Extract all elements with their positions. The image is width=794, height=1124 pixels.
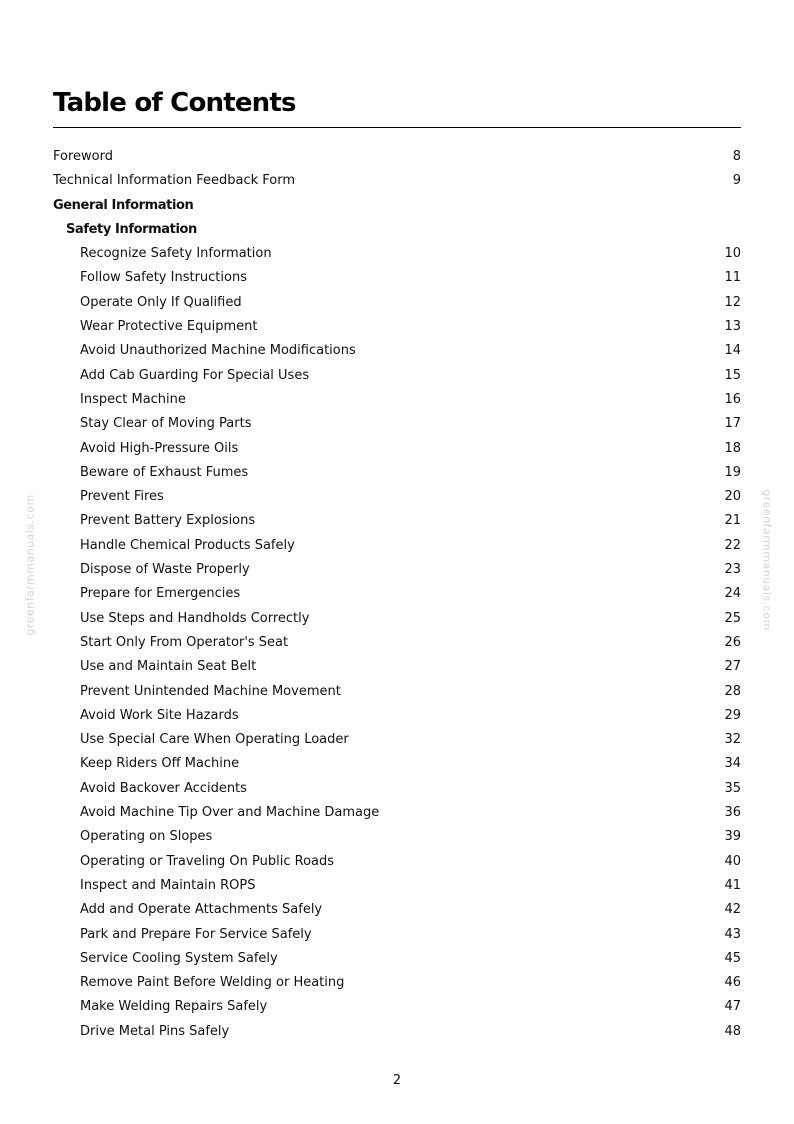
toc-entry-page: 16	[724, 391, 741, 407]
toc-entry[interactable]	[53, 437, 741, 461]
toc-entry[interactable]	[53, 485, 741, 509]
toc-entry[interactable]	[53, 898, 741, 922]
toc-entry[interactable]	[53, 923, 741, 947]
toc-entry[interactable]	[53, 145, 741, 169]
toc-entry-page: 43	[724, 926, 741, 942]
toc-entry[interactable]	[53, 1020, 741, 1044]
toc-entry-page: 45	[724, 950, 741, 966]
toc-entry-label: Make Welding Repairs Safely	[80, 999, 268, 1015]
toc-entry-label: Operating on Slopes	[80, 829, 213, 845]
toc-entry[interactable]	[53, 777, 741, 801]
toc-entry-label: Prevent Unintended Machine Movement	[80, 683, 341, 699]
toc-entry-page: 28	[724, 683, 741, 699]
toc-entry-label: Avoid Work Site Hazards	[80, 707, 239, 723]
toc-entry-page: 10	[724, 246, 741, 262]
table-of-contents	[53, 145, 741, 1044]
toc-entry-label: Start Only From Operator's Seat	[80, 634, 289, 650]
toc-entry[interactable]	[53, 874, 741, 898]
toc-entry-page: 35	[724, 780, 741, 796]
toc-entry[interactable]	[53, 534, 741, 558]
toc-entry[interactable]	[53, 582, 741, 606]
toc-subsection-heading[interactable]	[53, 218, 741, 242]
toc-entry[interactable]	[53, 364, 741, 388]
toc-entry[interactable]	[53, 655, 741, 679]
toc-section-label: General Information	[53, 197, 194, 213]
toc-entry-label: Operate Only If Qualified	[80, 294, 242, 310]
toc-entry-label: Add Cab Guarding For Special Uses	[80, 367, 310, 383]
toc-entry-label: Follow Safety Instructions	[80, 270, 247, 286]
toc-entry-label: Stay Clear of Moving Parts	[80, 416, 252, 432]
watermark-left: greenfarmmanuals.com	[23, 494, 37, 636]
toc-entry-page: 11	[724, 270, 741, 286]
toc-entry[interactable]	[53, 315, 741, 339]
toc-entry-label: Avoid Machine Tip Over and Machine Damage	[80, 805, 380, 821]
toc-entry-page: 12	[724, 294, 741, 310]
toc-entry-label: Technical Information Feedback Form	[53, 173, 295, 189]
toc-entry-page: 20	[724, 489, 741, 505]
toc-entry-page: 8	[732, 149, 741, 164]
toc-entry-label: Use and Maintain Seat Belt	[80, 659, 257, 675]
toc-entry-page: 14	[724, 343, 741, 359]
toc-entry-label: Dispose of Waste Properly	[80, 562, 250, 578]
toc-entry-page: 36	[724, 805, 741, 821]
toc-entry[interactable]	[53, 388, 741, 412]
toc-entry-label: Prevent Fires	[80, 489, 164, 505]
toc-entry-label: Inspect Machine	[80, 391, 186, 407]
toc-entry[interactable]	[53, 558, 741, 582]
toc-entry-page: 27	[724, 659, 741, 675]
toc-entry-page: 13	[724, 319, 741, 335]
toc-entry-page: 47	[724, 999, 741, 1015]
toc-entry-label: Drive Metal Pins Safely	[80, 1023, 230, 1039]
toc-entry-label: Park and Prepare For Service Safely	[80, 926, 312, 942]
toc-entry-page: 17	[724, 416, 741, 432]
toc-entry-page: 9	[732, 173, 741, 189]
toc-entry[interactable]	[53, 801, 741, 825]
toc-entry[interactable]	[53, 971, 741, 995]
toc-entry-page: 21	[724, 513, 741, 529]
toc-entry-label: Avoid Backover Accidents	[80, 780, 247, 796]
toc-entry[interactable]	[53, 850, 741, 874]
toc-entry[interactable]	[53, 291, 741, 315]
toc-entry[interactable]	[53, 266, 741, 290]
toc-entry-label: Service Cooling System Safely	[80, 950, 278, 966]
toc-entry[interactable]	[53, 412, 741, 436]
toc-entry-label: Handle Chemical Products Safely	[80, 537, 295, 553]
toc-entry[interactable]	[53, 631, 741, 655]
title-divider	[53, 127, 741, 128]
toc-entry-page: 26	[724, 634, 741, 650]
toc-entry-page: 29	[724, 707, 741, 723]
watermark-right: greenfarmmanuals.com	[760, 489, 774, 631]
toc-entry-label: Avoid Unauthorized Machine Modifications	[80, 343, 356, 359]
toc-entry-page: 42	[724, 902, 741, 918]
toc-subsection-label: Safety Information	[66, 221, 197, 237]
toc-entry-page: 25	[724, 610, 741, 626]
toc-entry-label: Keep Riders Off Machine	[80, 756, 240, 772]
toc-entry-label: Avoid High-Pressure Oils	[80, 440, 239, 456]
toc-entry-page: 41	[724, 877, 741, 893]
toc-entry-page: 22	[724, 537, 741, 553]
toc-entry-label: Remove Paint Before Welding or Heating	[80, 975, 345, 991]
toc-entry[interactable]	[53, 825, 741, 849]
toc-entry[interactable]	[53, 461, 741, 485]
toc-entry-page: 24	[724, 586, 741, 602]
toc-entry-label: Prevent Battery Explosions	[80, 513, 256, 529]
toc-entry[interactable]	[53, 704, 741, 728]
toc-entry-label: Foreword	[53, 149, 113, 164]
toc-entry-label: Inspect and Maintain ROPS	[80, 877, 256, 893]
toc-entry-label: Beware of Exhaust Fumes	[80, 464, 249, 480]
toc-entry-page: 39	[724, 829, 741, 845]
toc-entry[interactable]	[53, 509, 741, 533]
toc-entry[interactable]	[53, 680, 741, 704]
toc-entry-label: Use Steps and Handholds Correctly	[80, 610, 310, 626]
page-number: 2	[392, 1073, 402, 1088]
toc-entry-label: Recognize Safety Information	[80, 246, 272, 262]
toc-entry-page: 48	[724, 1023, 741, 1039]
toc-entry-page: 15	[724, 367, 741, 383]
toc-entry-label: Add and Operate Attachments Safely	[80, 902, 323, 918]
toc-entry-label: Operating or Traveling On Public Roads	[80, 853, 335, 869]
toc-entry-page: 46	[724, 975, 741, 991]
toc-entry[interactable]	[53, 995, 741, 1019]
toc-entry-label: Wear Protective Equipment	[80, 319, 258, 335]
toc-entry-page: 32	[724, 732, 741, 748]
toc-entry-page: 18	[724, 440, 741, 456]
toc-entry[interactable]	[53, 242, 741, 266]
toc-entry-label: Prepare for Emergencies	[80, 586, 241, 602]
toc-entry[interactable]	[53, 947, 741, 971]
toc-entry-page: 23	[724, 562, 741, 578]
toc-section-heading[interactable]	[53, 194, 741, 218]
toc-entry[interactable]	[53, 728, 741, 752]
toc-entry-page: 34	[724, 756, 741, 772]
page-title: Table of Contents	[53, 88, 296, 118]
toc-entry-label: Use Special Care When Operating Loader	[80, 732, 349, 748]
toc-entry[interactable]	[53, 607, 741, 631]
toc-entry-page: 19	[724, 464, 741, 480]
toc-entry[interactable]	[53, 339, 741, 363]
toc-entry[interactable]	[53, 752, 741, 776]
toc-entry[interactable]	[53, 169, 741, 193]
toc-entry-page: 40	[724, 853, 741, 869]
